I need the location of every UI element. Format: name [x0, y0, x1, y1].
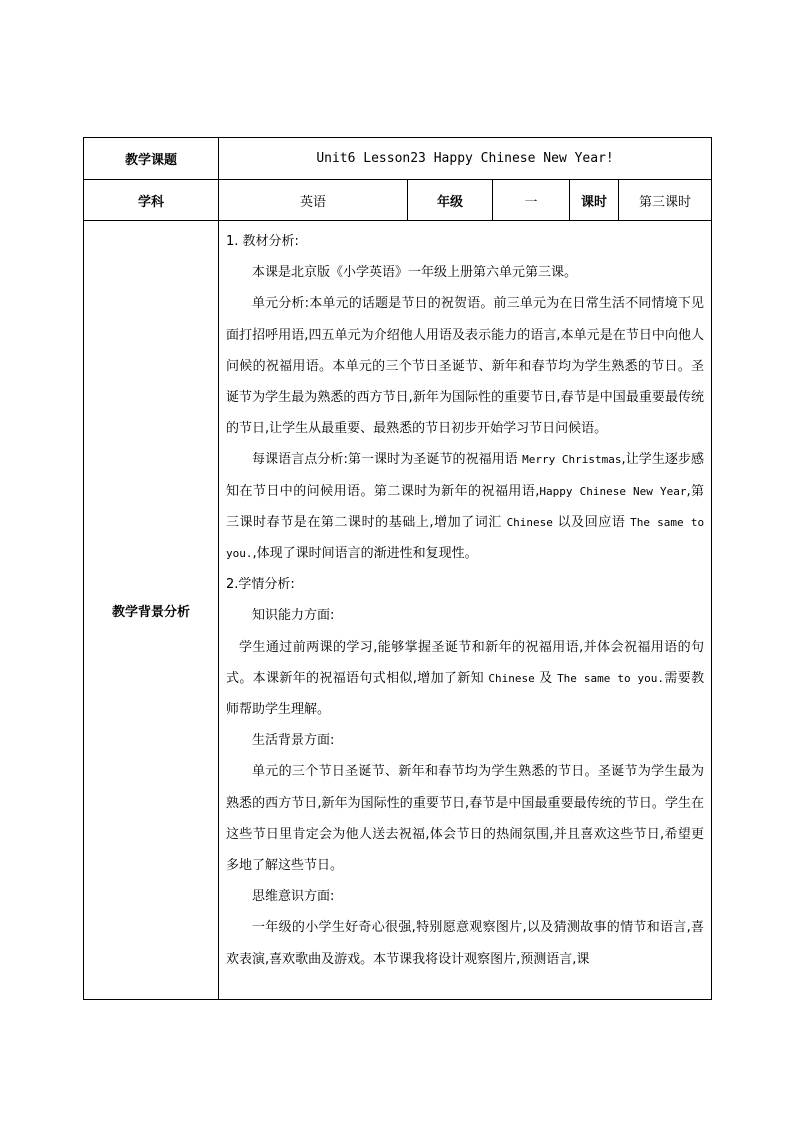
grade-label: 年级	[408, 180, 493, 221]
subheading-thinking: 思维意识方面:	[252, 889, 335, 905]
paragraph-language-points: 每课语言点分析:第一课时为圣诞节的祝福用语 Merry Christmas,让学生逐步感知在节日中的问候用语。第二课时为新年的祝福用语,Happy Chinese New Year,第三课时春节是在第二课时的基础上,增加了词汇 Chinese 以及回应语 The same to you.,体现了课时间语言的渐进性和复现性。	[226, 452, 705, 562]
background-row	[84, 221, 712, 1000]
topic-value: Unit6 Lesson23 Happy Chinese New Year!	[219, 138, 712, 180]
paragraph-knowledge: 学生通过前两课的学习,能够掌握圣诞节和新年的祝福用语,并体会祝福用语的句式。本课新年的祝福语句式相似,增加了新知 Chinese 及 The same to you.需要教师帮助学生理解。	[226, 639, 705, 718]
subheading-knowledge: 知识能力方面:	[252, 608, 335, 624]
meta-row	[84, 180, 712, 221]
period-label: 课时	[570, 180, 619, 221]
grade-value: 一	[493, 180, 570, 221]
paragraph-unit-analysis: 单元分析:本单元的话题是节日的祝贺语。前三单元为在日常生活不同情境下见面打招呼用语,四五单元为介绍他人用语及表示能力的语言,本单元是在节日中向他人问候的祝福用语。本单元的三个节日圣诞节、新年和春节均为学生熟悉的节日。圣诞节为学生最为熟悉的西方节日,新年为国际性的重要节日,春节是中国最重要最传统的节日,让学生从最重要、最熟悉的节日初步开始学习节日问候语。	[226, 296, 705, 437]
paragraph-life: 单元的三个节日圣诞节、新年和春节均为学生熟悉的节日。圣诞节为学生最为熟悉的西方节日,新年为国际性的重要节日,春节是中国最重要最传统的节日。学生在这些节日里肯定会为他人送去祝福,体会节日的热闹氛围,并且喜欢这些节日,希望更多地了解这些节日。	[226, 764, 705, 874]
subheading-life: 生活背景方面:	[252, 733, 335, 749]
subject-value: 英语	[219, 180, 408, 221]
subject-label: 学科	[84, 180, 219, 221]
topic-label: 教学课题	[84, 138, 219, 180]
section-heading-students: 2.学情分析:	[226, 577, 295, 593]
topic-row	[84, 138, 712, 180]
paragraph-intro: 本课是北京版《小学英语》一年级上册第六单元第三课。	[252, 265, 578, 281]
paragraph-thinking: 一年级的小学生好奇心很强,特别愿意观察图片,以及猜测故事的情节和语言,喜欢表演,喜欢歌曲及游戏。本节课我将设计观察图片,预测语言,课	[226, 920, 705, 967]
lesson-plan-table	[83, 137, 712, 1000]
background-label: 教学背景分析	[84, 221, 219, 1000]
background-content	[219, 221, 712, 1000]
section-heading-textbook: 1. 教材分析:	[226, 234, 299, 249]
period-value: 第三课时	[619, 180, 712, 221]
